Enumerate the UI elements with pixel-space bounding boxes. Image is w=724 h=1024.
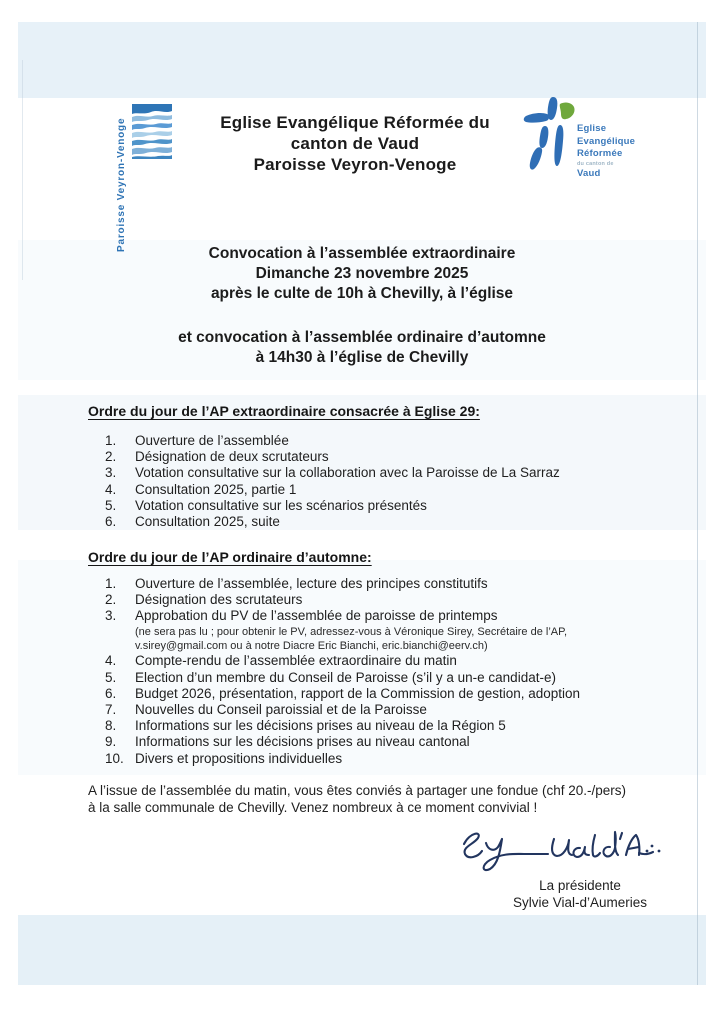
eerv-logo-line: Réformée — [577, 148, 623, 159]
list-item — [105, 592, 695, 608]
note-line: v.sirey@gmail.com ou à notre Diacre Eric Bianchi, eric.bianchi@eerv.ch) — [135, 640, 488, 653]
list-item-number: 6. — [105, 514, 117, 530]
list-item-number: 1. — [105, 433, 117, 448]
page-edge-shadow-right — [697, 22, 698, 985]
list-item-text: Ouverture de l’assemblée, lecture des principes constitutifs — [135, 576, 488, 591]
convocation-line: et convocation à l’assemblée ordinaire d’automne — [178, 329, 546, 346]
list-item — [105, 686, 695, 702]
list-item-number: 1. — [105, 576, 117, 591]
list-item-number: 6. — [105, 685, 117, 701]
list-item-text: Désignation de deux scrutateurs — [135, 449, 329, 465]
list-item — [105, 465, 695, 481]
agenda-ord-heading: Ordre du jour de l’AP ordinaire d’automne: — [88, 549, 372, 565]
list-item-number: 10. — [105, 750, 124, 766]
closing-paragraph — [88, 783, 668, 816]
list-item — [105, 608, 695, 624]
list-item-number: 7. — [105, 702, 117, 718]
eerv-logo-line: Eglise — [577, 123, 607, 134]
agenda-extra-heading: Ordre du jour de l’AP extraordinaire consacrée à Eglise 29: — [88, 403, 480, 419]
list-item-number: 3. — [105, 465, 117, 481]
list-item-number: 4. — [105, 481, 117, 497]
list-item-text: Election d’un membre du Conseil de Paroisse (s’il y a un-e candidat-e) — [135, 669, 556, 685]
list-item — [105, 576, 695, 592]
convocation-extraordinaire-block — [0, 244, 724, 304]
list-item — [105, 514, 695, 530]
list-item — [105, 449, 695, 465]
signature-scribble — [450, 824, 665, 880]
eerv-logo-small-line: du canton de — [577, 160, 614, 167]
list-item-text: Désignation des scrutateurs — [135, 592, 303, 608]
scan-tint-band — [18, 915, 706, 985]
eerv-logo-line: Evangélique — [577, 135, 636, 147]
list-item-number: 2. — [105, 592, 117, 608]
convocation-line: à 14h30 à l’église de Chevilly — [255, 349, 469, 366]
convocation-line: après le culte de 10h à Chevilly, à l’église — [210, 285, 514, 302]
letterhead-title-line: Paroisse Veyron-Venoge — [253, 155, 457, 174]
letterhead-title-line: canton de Vaud — [290, 134, 420, 153]
list-item-number: 9. — [105, 734, 117, 750]
list-item-text: Informations sur les décisions prises au niveau de la Région 5 — [135, 718, 506, 734]
list-item-number: 2. — [105, 449, 117, 465]
list-item — [105, 482, 695, 498]
list-item — [105, 751, 695, 767]
closing-line: A l’issue de l’assemblée du matin, vous êtes conviés à partager une fondue (chf 20.-/pers) — [88, 783, 627, 798]
convocation-line: Convocation à l’assemblée extraordinaire — [208, 245, 516, 262]
list-item — [105, 702, 695, 718]
list-item-number: 5. — [105, 669, 117, 685]
list-item-text: Divers et propositions individuelles — [135, 750, 343, 766]
closing-line: à la salle communale de Chevilly. Venez nombreux à ce moment convivial ! — [88, 799, 538, 815]
list-item-number: 3. — [105, 608, 117, 624]
list-item — [105, 653, 695, 669]
eerv-logo-line: Vaud — [577, 167, 601, 179]
list-item — [105, 718, 695, 734]
list-item-text: Informations sur les décisions prises au niveau cantonal — [135, 734, 470, 750]
letterhead-title — [155, 112, 555, 175]
list-item-text: Ouverture de l’assemblée — [135, 433, 289, 448]
list-item — [105, 734, 695, 750]
list-item — [105, 670, 695, 686]
convocation-ordinaire-block — [0, 328, 724, 368]
list-item-text: Compte-rendu de l’assemblée extraordinaire du matin — [135, 653, 457, 669]
scan-tint-band — [18, 22, 706, 98]
list-item-text: Approbation du PV de l’assemblée de paroisse de printemps — [135, 608, 498, 624]
list-item — [105, 433, 695, 449]
list-item-text: Consultation 2025, suite — [135, 514, 280, 530]
list-item-text: Consultation 2025, partie 1 — [135, 481, 297, 497]
list-item — [105, 498, 695, 514]
agenda-ord-list — [105, 576, 695, 767]
signatory-name: Sylvie Vial-d’Aumeries — [512, 895, 648, 910]
signatory-block — [495, 877, 665, 911]
parish-logo-vertical-text: Paroisse Veyron-Venoge — [116, 117, 127, 252]
eerv-cross-logo-icon — [523, 96, 575, 172]
list-item-note — [135, 625, 695, 654]
letterhead-title-line: Eglise Evangélique Réformée du — [220, 113, 490, 132]
list-item-number: 4. — [105, 653, 117, 669]
eerv-logo-wordmark — [577, 123, 635, 180]
agenda-extra-list — [105, 433, 695, 530]
list-item-text: Nouvelles du Conseil paroissial et de la Paroisse — [135, 702, 427, 718]
list-item-number: 8. — [105, 718, 117, 734]
convocation-line: Dimanche 23 novembre 2025 — [255, 265, 469, 282]
list-item-text: Votation consultative sur les scénarios présentés — [135, 497, 427, 513]
signatory-role: La présidente — [539, 878, 621, 893]
list-item-text: Budget 2026, présentation, rapport de la Commission de gestion, adoption — [135, 685, 581, 701]
list-item-text: Votation consultative sur la collaboration avec la Paroisse de La Sarraz — [135, 465, 560, 481]
list-item-number: 5. — [105, 497, 117, 513]
note-line: (ne sera pas lu ; pour obtenir le PV, adressez-vous à Véronique Sirey, Secrétaire de l’AP, — [135, 625, 568, 638]
